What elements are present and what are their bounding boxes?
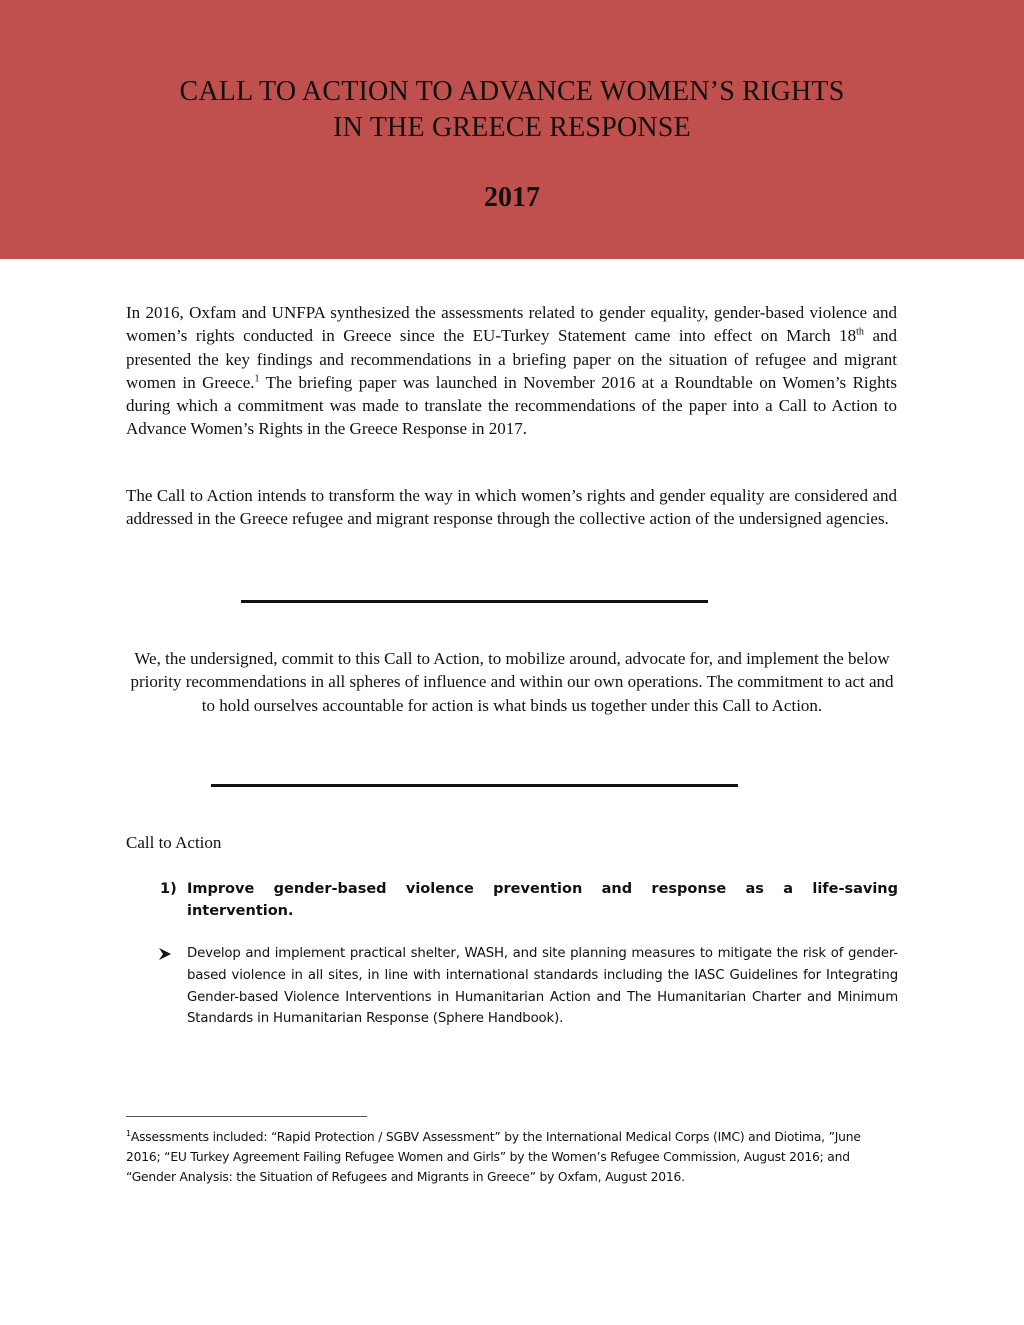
- recommendation-bullet: Develop and implement practical shelter, WASH, and site planning measures to mitigate the risk of gender-based violence in all sites, in line with international standards including the IASC Guidelines for Integrating Gender-based Violence Interventions in Humanitarian Action and The Humanitarian Charter and Minimum Standards in Humanitarian Response (Sphere Handbook).: [187, 946, 898, 1027]
- footnote-separator: [126, 1116, 367, 1117]
- recommendation-title-line-2: intervention.: [187, 903, 294, 919]
- intro-paragraph-2: The Call to Action intends to transform the way in which women’s rights and gender equality are considered and addressed in the Greece refugee and migrant response through the collective action of the undersigned agencies.: [126, 486, 897, 529]
- footnote-text: Assessments included: “Rapid Protection / SGBV Assessment” by the International Medical Corps (IMC) and Diotima, ”June 2016; “EU Turkey Agreement Failing Refugee Women and Girls” by the Women’s Refugee Commission, August 2016; and “Gender Analysis: the Situation of Refugees and Migrants in Greece” by Oxfam, August 2016.: [126, 1130, 861, 1184]
- footnote-marker: 1: [126, 1128, 131, 1138]
- horizontal-divider-bottom: [211, 784, 738, 787]
- title-banner: [0, 0, 1024, 259]
- recommendation-title: [187, 878, 898, 922]
- intro-text-part-2: and presented the key findings and recommendations in a briefing paper on the situation of refugee and migrant women in Greece.: [126, 326, 898, 392]
- footnote: [126, 1127, 898, 1187]
- document-year: 2017: [484, 182, 540, 213]
- intro-text-part-3: The briefing paper was launched in November 2016 at a Roundtable on Women’s Rights during which a commitment was made to translate the recommendations of the paper into a Call to Action to Advance Women’s Rights in the Greece Response in 2017.: [126, 372, 897, 439]
- document-title-line-1: CALL TO ACTION TO ADVANCE WOMEN’S RIGHTS: [179, 76, 845, 107]
- section-heading: Call to Action: [126, 833, 222, 852]
- date-ordinal-superscript: th: [856, 326, 864, 338]
- recommendation-title-line-1: Improve gender-based violence prevention and response as a life-saving: [187, 881, 898, 897]
- recommendation-number: 1): [160, 881, 177, 897]
- document-title-line-2: IN THE GREECE RESPONSE: [333, 112, 691, 143]
- horizontal-divider-top: [241, 600, 708, 603]
- intro-text-part-1: In 2016, Oxfam and UNFPA synthesized the assessments related to gender equality, gender-based violence and women’s rights conducted in Greece since the EU-Turkey Statement came into effect on March 18: [126, 303, 897, 346]
- arrowhead-bullet-icon: [158, 947, 172, 961]
- commitment-statement: We, the undersigned, commit to this Call to Action, to mobilize around, advocate for, and implement the below priority recommendations in all spheres of influence and within our own operations. The commitment to act and to hold ourselves accountable for action is what binds us together under this Call to Action.: [130, 649, 894, 715]
- intro-paragraph-1: [126, 301, 897, 441]
- footnote-reference[interactable]: 1: [254, 373, 260, 385]
